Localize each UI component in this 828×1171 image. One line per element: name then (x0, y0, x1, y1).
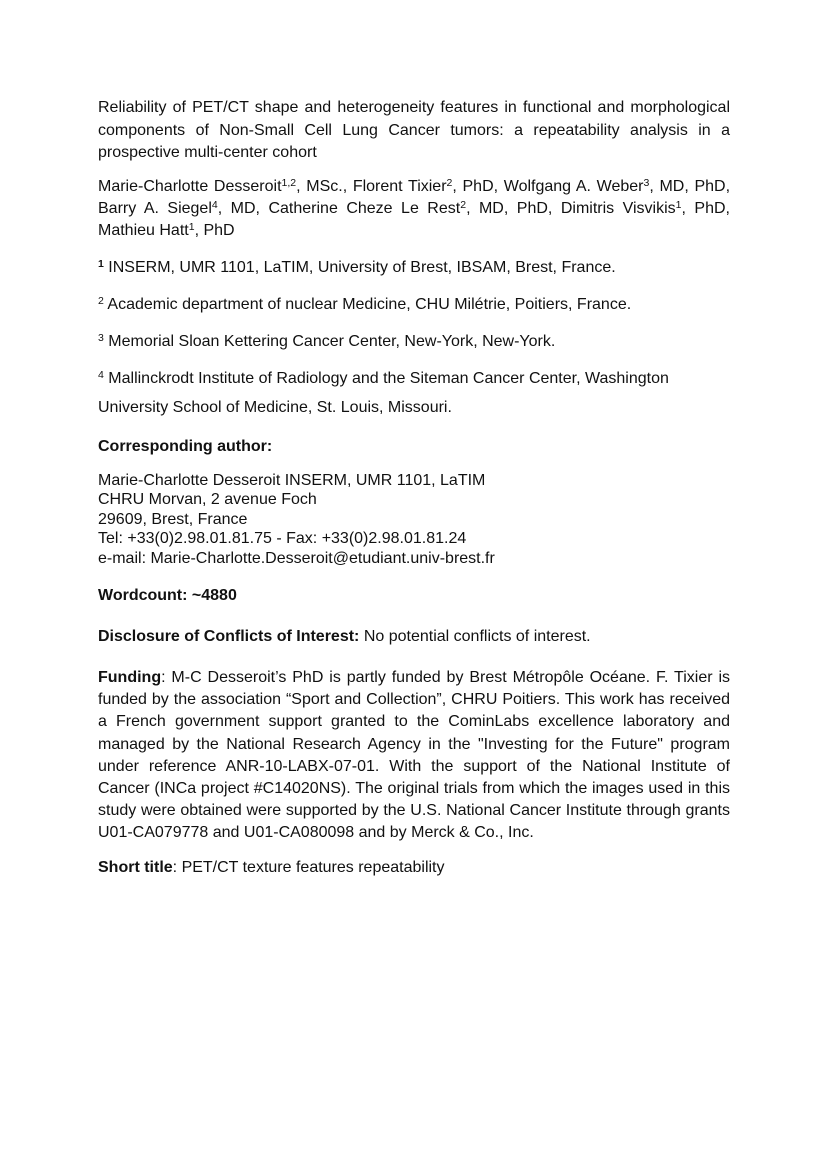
address-line: Tel: +33(0)2.98.01.81.75 - Fax: +33(0)2.98.01.81.24 (98, 530, 467, 547)
wordcount: Wordcount: ~4880 (98, 587, 237, 604)
author-affiliation-marker: 1 (675, 198, 682, 211)
affiliation-2 (98, 294, 730, 316)
author-affiliation-marker: 2 (446, 176, 453, 189)
paper-title: Reliability of PET/CT shape and heterogeneity features in functional and morphological components of Non-Small Cell Lung Cancer tumors: a repeatability analysis in a prospective multi-center cohort (98, 99, 730, 161)
affiliation-4 (98, 368, 730, 390)
affiliation-number: 2 (98, 294, 104, 307)
affiliation-number: 1 (98, 257, 104, 270)
short-title-text: : PET/CT texture features repeatability (172, 858, 445, 876)
author-degree: , MD, (217, 199, 269, 217)
author-degree: , MSc., (296, 177, 353, 195)
author-name: Barry A. Siegel (98, 199, 212, 217)
affiliation-text: Mallinckrodt Institute of Radiology and the Siteman Cancer Center, Washington (103, 369, 669, 387)
author-name: Mathieu Hatt (98, 221, 189, 239)
author-name: Catherine Cheze Le Rest (268, 199, 461, 217)
short-title-label: Short title (98, 858, 173, 876)
author-name: Wolfgang A. Weber (503, 177, 644, 195)
title-page (98, 97, 730, 879)
author-degree: , MD, PhD, (649, 177, 731, 195)
author-affiliation-marker: 2 (460, 198, 467, 211)
disclosure-text: No potential conflicts of interest. (359, 628, 591, 645)
disclosure-label: Disclosure of Conflicts of Interest: (98, 628, 360, 645)
corresponding-address (98, 471, 730, 569)
author-degree: , MD, PhD, (466, 199, 561, 217)
affiliation-4-continuation: University School of Medicine, St. Louis, Missouri. (98, 398, 452, 416)
affiliation-text: Academic department of nuclear Medicine, CHU Milétrie, Poitiers, France. (103, 295, 632, 313)
funding-statement (98, 667, 730, 845)
corresponding-author-heading: Corresponding author: (98, 437, 273, 455)
affiliation-1 (98, 257, 730, 279)
affiliation-text: Memorial Sloan Kettering Cancer Center, New-York, New-York. (103, 332, 556, 350)
author-degree: , PhD (194, 221, 235, 239)
short-title (98, 857, 730, 879)
address-line: 29609, Brest, France (98, 510, 248, 528)
address-line: CHRU Morvan, 2 avenue Foch (98, 491, 317, 508)
address-line: Marie-Charlotte Desseroit INSERM, UMR 1101, LaTIM (98, 471, 486, 489)
author-affiliation-marker: 1,2 (281, 176, 297, 189)
disclosure-statement (98, 626, 730, 648)
author-name: Florent Tixier (352, 177, 447, 195)
author-name: Marie-Charlotte Desseroit (98, 177, 282, 195)
funding-text: : M-C Desseroit’s PhD is partly funded by Brest Métropôle Océane. F. Tixier is funded by the association “Sport and Collection”, CHRU Poitiers. This work has received a French government support granted to the CominLabs excellence laboratory and managed by the National Research Agency in the "Investing for the Future" program under reference ANR-10-LABX-07-01. With the support of the National Institute of Cancer (INCa project #C14020NS). The original trials from which the images used in this study were obtained were supported by the U.S. National Cancer Institute through grants U01-CA079778 and U01-CA080098 and by Merck & Co., Inc. (98, 669, 730, 842)
author-degree: , PhD, (452, 177, 504, 195)
affiliation-number: 4 (98, 368, 104, 381)
affiliation-3 (98, 331, 730, 353)
affiliation-number: 3 (98, 331, 104, 344)
author-affiliation-marker: 3 (643, 176, 650, 189)
address-line: e-mail: Marie-Charlotte.Desseroit@etudiant.univ-brest.fr (98, 549, 495, 567)
affiliation-text: INSERM, UMR 1101, LaTIM, University of Brest, IBSAM, Brest, France. (103, 258, 616, 276)
funding-label: Funding (98, 669, 162, 686)
author-degree: , PhD, (681, 199, 731, 217)
author-affiliation-marker: 1 (188, 220, 195, 233)
author-name: Dimitris Visvikis (560, 199, 676, 217)
author-list (98, 176, 730, 242)
author-affiliation-marker: 4 (211, 198, 218, 211)
